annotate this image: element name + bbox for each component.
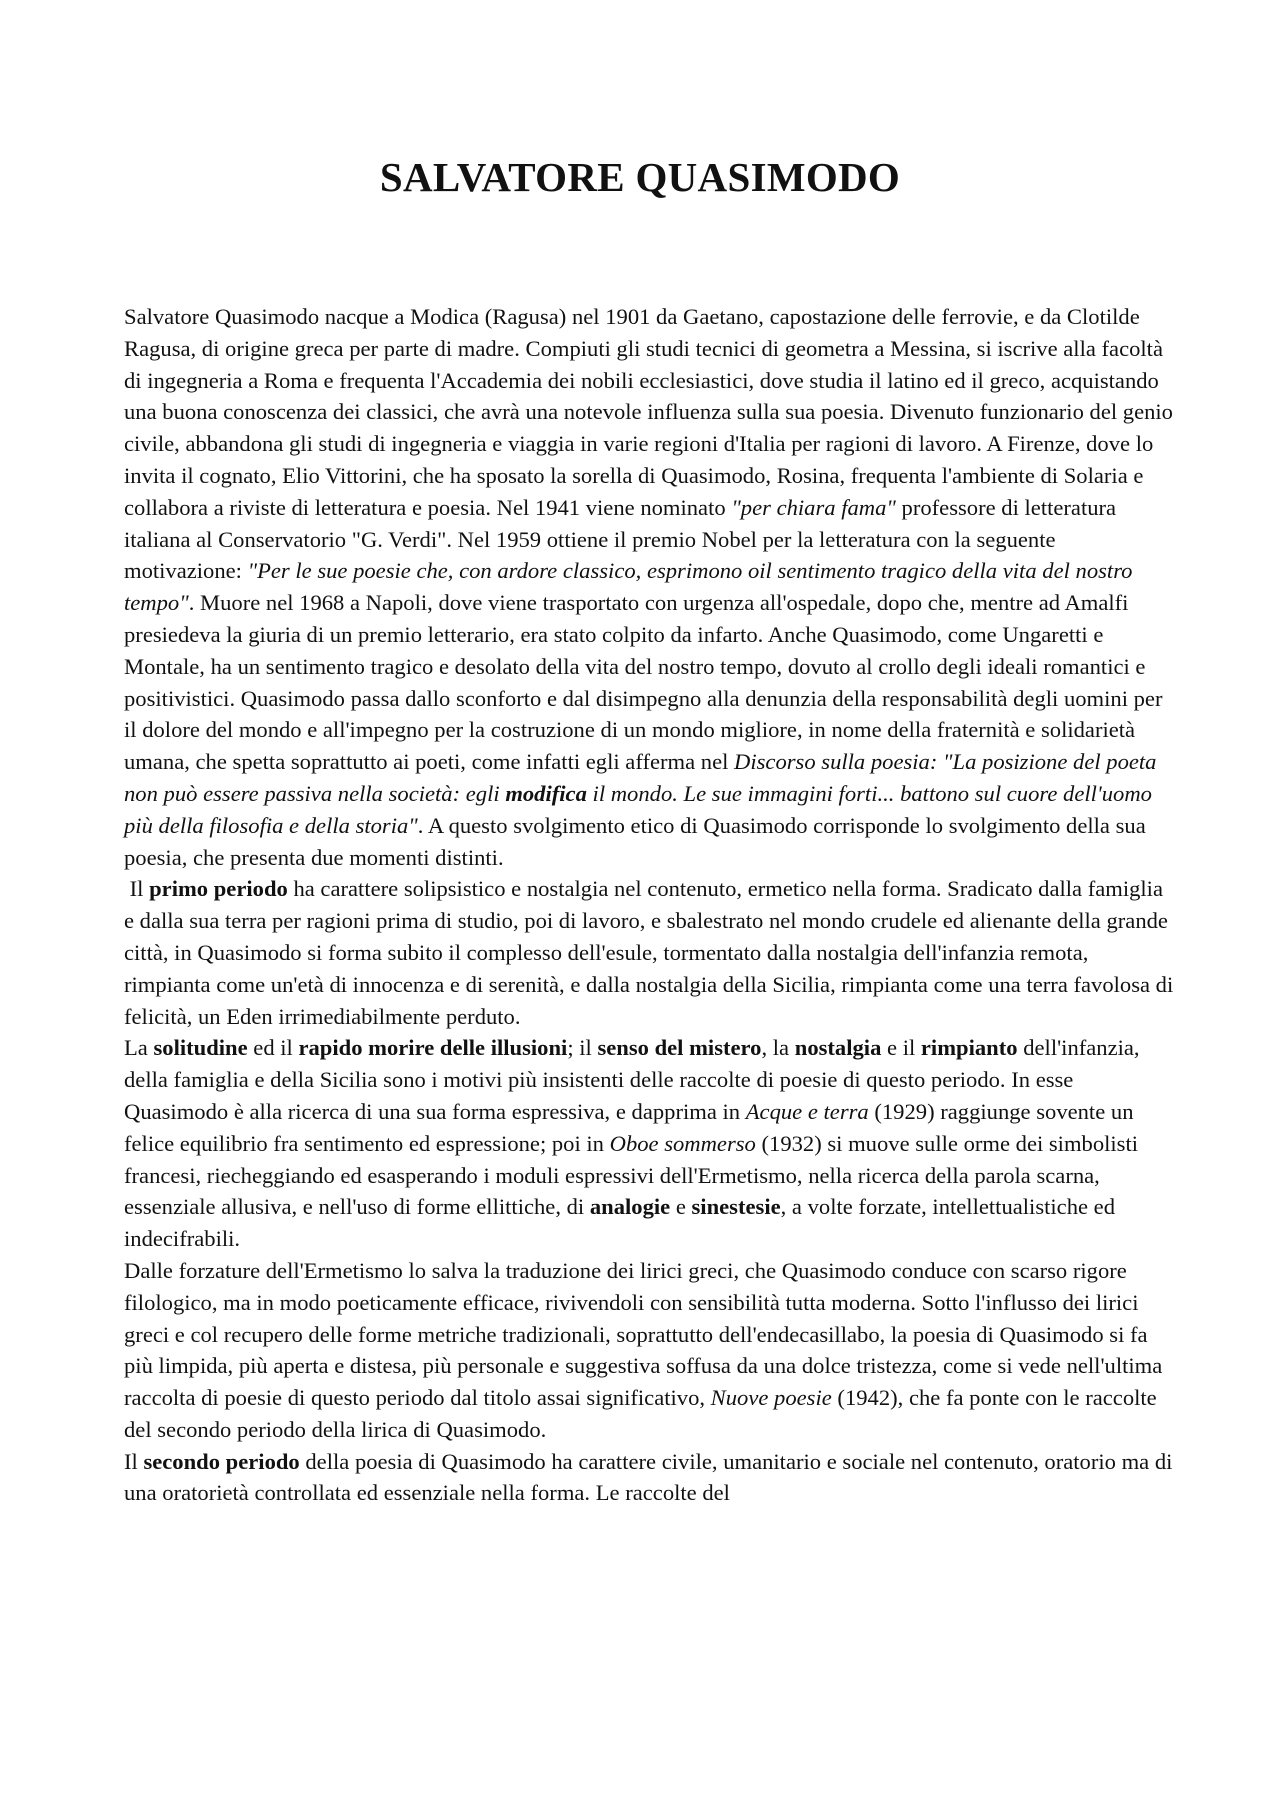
text-run-i: il mondo. Le sue immagini forti... battono sul cuore dell'uomo più della filosofia e della storia"	[124, 780, 1158, 838]
text-run-b: solitudine	[153, 1035, 248, 1061]
text-run-i: Discorso sulla poesia: "La posizione del poeta non può essere passiva nella società: egli	[124, 749, 1163, 806]
text-run: ; il	[567, 1035, 598, 1061]
text-run: dell'infanzia, della famiglia e della Sicilia sono i motivi più insistenti delle raccolte di poesie di questo periodo. In esse Quasimodo è alla ricerca di una sua forma espressiva, e dapprima in	[124, 1035, 1146, 1124]
text-run: La	[124, 1035, 154, 1061]
text-run: , a volte forzate, intellettualistiche ed indecifrabili.	[124, 1194, 1121, 1252]
text-run-b: secondo periodo	[143, 1448, 300, 1474]
paragraph	[124, 1255, 1174, 1446]
text-run-i: Oboe sommerso	[609, 1130, 756, 1156]
paragraph	[124, 301, 1179, 873]
paragraph	[124, 1032, 1174, 1255]
text-run-b: sinestesie	[691, 1194, 781, 1220]
text-run: Salvatore Quasimodo nacque a Modica (Ragusa) nel 1901 da Gaetano, capostazione delle ferrovie, e da Clotilde Ragusa, di origine greca per parte di madre. Compiuti gli studi tecnici di geometra a Messina, si iscrive alla facoltà di ingegneria a Roma e frequenta l'Accademia dei nobili ecclesiastici, dove studia il latino ed il greco, acquistando una buona conoscenza dei classici, che avrà una notevole influenza sulla sua poesia. Divenuto funzionario del genio civile, abbandona gli studi di ingegneria e viaggia in varie regioni d'Italia per ragioni di lavoro. A Firenze, dove lo invita il cognato, Elio Vittorini, che ha sposato la sorella di Quasimodo, Rosina, frequenta l'ambiente di Solaria e collabora a riviste di letteratura e poesia. Nel 1941 viene nominato	[124, 304, 1179, 520]
text-run: Il	[124, 876, 150, 902]
paragraph	[124, 1446, 1179, 1510]
text-run: Dalle forzature dell'Ermetismo lo salva la traduzione dei lirici greci, che Quasimodo conduce con scarso rigore filologico, ma in modo poeticamente efficace, rivivendoli con sensibilità tutta moderna. Sotto l'influsso dei lirici greci e col recupero delle forme metriche tradizionali, soprattutto dell'endecasillabo, la poesia di Quasimodo si fa più limpida, più aperta e distesa, più personale e suggestiva soffusa da una dolce tristezza, come si vede nell'ultima raccolta di poesie di questo periodo dal titolo assai significativo,	[124, 1257, 1168, 1411]
text-run: e il	[881, 1035, 921, 1061]
text-run: . A questo svolgimento etico di Quasimodo corrisponde lo svolgimento della sua poesia, che presenta due momenti distinti.	[124, 812, 1152, 870]
text-run: . Muore nel 1968 a Napoli, dove viene trasportato con urgenza all'ospedale, dopo che, mentre ad Amalfi presiedeva la giuria di un premio letterario, era stato colpito da infarto. Anche Quasimodo, come Ungaretti e Montale, ha un sentimento tragico e desolato della vita del nostro tempo, dovuto al crollo degli ideali romantici e positivistici. Quasimodo passa dallo sconforto e dal disimpegno alla denunzia della responsabilità degli uomini per il dolore del mondo e all'impegno per la costruzione di un mondo migliore, in nome della fraternità e solidarietà umana, che spetta soprattutto ai poeti, come infatti egli afferma nel	[124, 590, 1169, 775]
text-run: Il	[124, 1448, 144, 1474]
text-run: (1942), che fa ponte con le raccolte del secondo periodo della lirica di Quasimodo.	[124, 1385, 1163, 1442]
text-run-b: analogie	[589, 1194, 671, 1220]
text-run-i: Acque e terra	[745, 1098, 869, 1124]
text-run: professore di letteratura italiana al Conservatorio "G. Verdi". Nel 1959 ottiene il premio Nobel per la letteratura con la seguente motivazione:	[124, 494, 1122, 584]
text-run-bi: modifica	[505, 780, 587, 806]
document-title: SALVATORE QUASIMODO	[379, 154, 901, 200]
text-run-i: Nuove poesie	[710, 1385, 832, 1411]
text-run: e	[670, 1194, 692, 1220]
text-run-i: "per chiara fama"	[731, 494, 896, 520]
text-run: ed il	[247, 1035, 299, 1061]
text-run: della poesia di Quasimodo ha carattere civile, umanitario e sociale nel contenuto, oratorio ma di una oratorietà controllata ed essenziale nella forma. Le raccolte del	[124, 1448, 1179, 1506]
text-run-b: senso del mistero	[597, 1035, 762, 1061]
text-run: (1929) raggiunge sovente un felice equilibrio fra sentimento ed espressione; poi in	[124, 1098, 1140, 1156]
text-run-b: nostalgia	[794, 1035, 882, 1061]
text-run: (1932) si muove sulle orme dei simbolisti francesi, riecheggiando ed esasperando i moduli espressivi dell'Ermetismo, nella ricerca della parola scarna, essenziale allusiva, e nell'uso di forme ellittiche, di	[124, 1130, 1144, 1220]
document-body	[124, 301, 1179, 1509]
paragraph	[124, 873, 1179, 1032]
text-run-i: "Per le sue poesie che, con ardore classico, esprimono oil sentimento tragico della vita del nostro tempo"	[124, 558, 1139, 616]
text-run: ha carattere solipsistico e nostalgia nel contenuto, ermetico nella forma. Sradicato dalla famiglia e dalla sua terra per ragioni prima di studio, poi di lavoro, e sbalestrato nel mondo crudele ed alienante della grande città, in Quasimodo si forma subito il complesso dell'esule, tormentato dalla nostalgia dell'infanzia remota, rimpianta come un'età di innocenza e di serenità, e dalla nostalgia della Sicilia, rimpianta come una terra favolosa di felicità, un Eden irrimediabilmente perduto.	[124, 876, 1179, 1029]
text-run-b: rapido morire delle illusioni	[298, 1035, 568, 1061]
text-run: , la	[761, 1035, 795, 1061]
text-run-b: rimpianto	[920, 1035, 1018, 1061]
text-run-b: primo periodo	[149, 876, 288, 902]
